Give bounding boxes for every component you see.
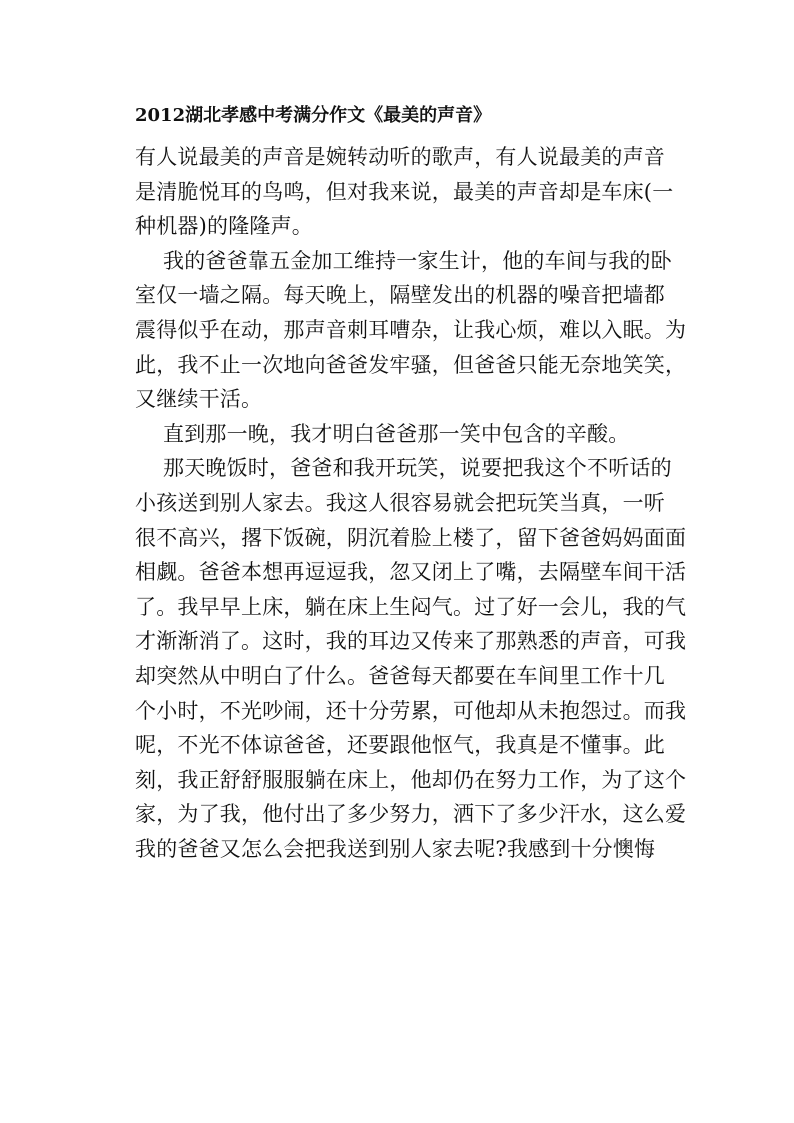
essay-line: 很不高兴，撂下饭碗，阴沉着脸上楼了，留下爸爸妈妈面面 <box>135 525 687 550</box>
essay-line: 有人说最美的声音是婉转动听的歌声，有人说最美的声音 <box>135 145 665 169</box>
essay-line: 呢，不光不体谅爸爸，还要跟他怄气，我真是不懂事。此 <box>135 733 665 758</box>
essay-line: 却突然从中明白了什么。爸爸每天都要在车间里工作十几 <box>135 663 665 688</box>
essay-line: 家，为了我，他付出了多少努力，洒下了多少汗水，这么爱 <box>135 802 687 827</box>
essay-line: 我的爸爸靠五金加工维持一家生计，他的车间与我的卧 <box>163 248 672 273</box>
essay-line: 个小时，不光吵闹，还十分劳累，可他却从未抱怨过。而我 <box>135 698 687 723</box>
essay-body <box>135 140 687 866</box>
essay-line: 小孩送到别人家去。我这人很容易就会把玩笑当真，一听 <box>135 490 665 515</box>
essay-line: 种机器)的隆隆声。 <box>135 214 313 239</box>
essay-line: 此，我不止一次地向爸爸发牢骚，但爸爸只能无奈地笑笑， <box>135 352 687 377</box>
essay-line: 直到那一晚，我才明白爸爸那一笑中包含的辛酸。 <box>163 421 630 446</box>
essay-line: 才渐渐消了。这时，我的耳边又传来了那熟悉的声音，可我 <box>135 629 687 654</box>
essay-line: 相觑。爸爸本想再逗逗我，忽又闭上了嘴，去隔壁车间干活 <box>135 560 687 585</box>
essay-line: 震得似乎在动，那声音刺耳嘈杂，让我心烦，难以入眠。为 <box>135 317 687 342</box>
document-title: 2012湖北孝感中考满分作文《最美的声音》 <box>135 105 492 126</box>
essay-line: 刻，我正舒舒服服躺在床上，他却仍在努力工作，为了这个 <box>135 767 687 792</box>
essay-line: 室仅一墙之隔。每天晚上，隔壁发出的机器的噪音把墙都 <box>135 283 665 308</box>
essay-line: 了。我早早上床，躺在床上生闷气。过了好一会儿，我的气 <box>135 594 687 619</box>
essay-line: 我的爸爸又怎么会把我送到别人家去呢?我感到十分懊悔 <box>135 836 656 861</box>
essay-line: 是清脆悦耳的鸟鸣，但对我来说，最美的声音却是车床(一 <box>135 179 674 204</box>
essay-line: 那天晚饭时，爸爸和我开玩笑，说要把我这个不听话的 <box>163 456 672 481</box>
essay-line: 又继续干活。 <box>135 387 263 412</box>
